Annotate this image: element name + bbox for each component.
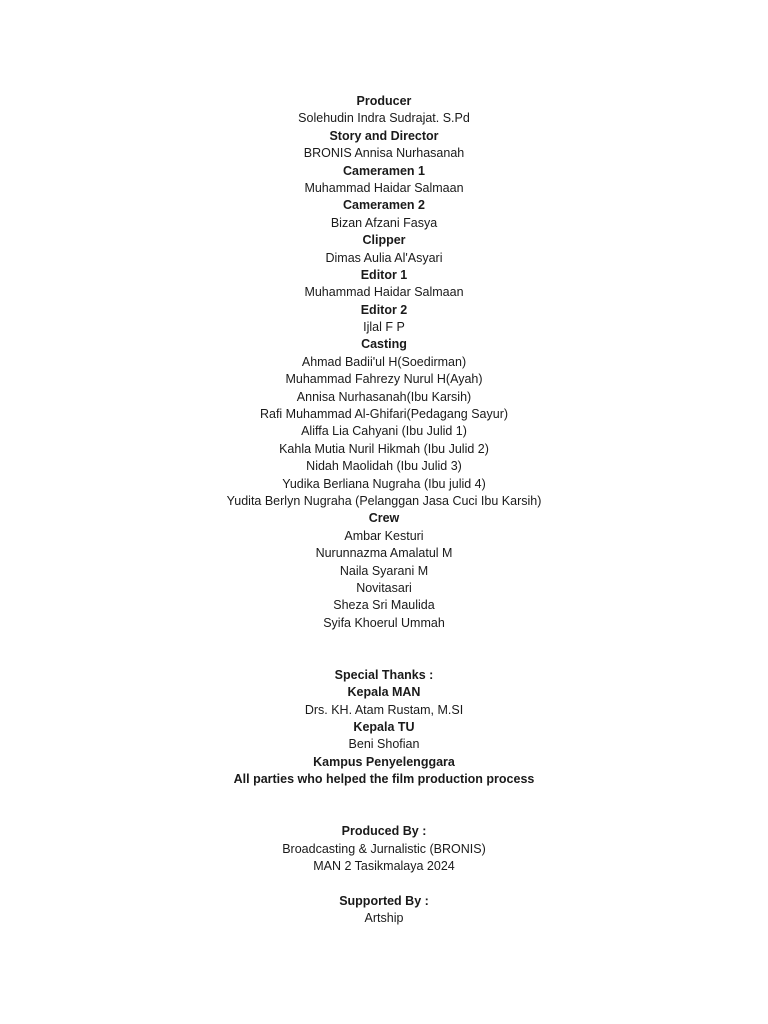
kepala-tu-name: Beni Shofian: [348, 737, 420, 752]
clipper-name: Dimas Aulia Al'Asyari: [325, 250, 443, 265]
kepala-man-name: Drs. KH. Atam Rustam, M.SI: [304, 702, 464, 717]
crew-item: Ambar Kesturi: [344, 528, 424, 543]
editor-1-heading: Editor 1: [360, 267, 408, 282]
credits-page: [0, 93, 768, 928]
casting-heading: Casting: [361, 337, 407, 352]
casting-item: Kahla Mutia Nuril Hikmah (Ibu Julid 2): [279, 441, 489, 456]
editor-2-heading: Editor 2: [360, 302, 408, 317]
crew-item: Nurunnazma Amalatul M: [315, 546, 453, 561]
editor-2-name: Ijlal F P: [363, 320, 405, 335]
casting-item: Yudika Berliana Nugraha (Ibu julid 4): [282, 476, 486, 491]
kepala-man-heading: Kepala MAN: [347, 685, 421, 700]
kampus-heading: Kampus Penyelenggara: [313, 754, 455, 769]
produced-by-heading: Produced By :: [341, 824, 427, 839]
producer-heading: Producer: [356, 94, 412, 108]
supported-by-heading: Supported By :: [339, 894, 429, 908]
cameramen-2-name: Bizan Afzani Fasya: [330, 215, 438, 230]
casting-item: Yudita Berlyn Nugraha (Pelanggan Jasa Cuci Ibu Karsih): [226, 493, 542, 508]
produced-by-line-1: Broadcasting & Jurnalistic (BRONIS): [282, 841, 486, 856]
cameramen-1-name: Muhammad Haidar Salmaan: [304, 180, 464, 195]
casting-item: Nidah Maolidah (Ibu Julid 3): [306, 459, 462, 474]
supported-by-name: Artship: [364, 911, 404, 926]
producer-name: Solehudin Indra Sudrajat. S.Pd: [298, 111, 470, 126]
cameramen-2-heading: Cameramen 2: [343, 198, 425, 213]
spacer: [0, 789, 768, 824]
crew-item: Sheza Sri Maulida: [333, 598, 435, 613]
crew-item: Naila Syarani M: [339, 563, 429, 578]
kepala-tu-heading: Kepala TU: [353, 720, 415, 735]
crew-heading: Crew: [368, 511, 400, 526]
casting-item: Rafi Muhammad Al-Ghifari(Pedagang Sayur): [259, 407, 509, 422]
produced-by-line-2: MAN 2 Tasikmalaya 2024: [313, 859, 455, 874]
spacer: [0, 632, 768, 667]
all-parties-line: All parties who helped the film production process: [233, 772, 535, 787]
editor-1-name: Muhammad Haidar Salmaan: [304, 285, 464, 300]
cameramen-1-heading: Cameramen 1: [343, 163, 425, 178]
casting-item: Aliffa Lia Cahyani (Ibu Julid 1): [301, 424, 467, 439]
story-director-name: BRONIS Annisa Nurhasanah: [303, 146, 465, 161]
casting-item: Muhammad Fahrezy Nurul H(Ayah): [285, 372, 483, 387]
casting-item: Ahmad Badii'ul H(Soedirman): [301, 354, 467, 369]
special-thanks-heading: Special Thanks :: [334, 667, 434, 682]
story-director-heading: Story and Director: [329, 128, 439, 143]
clipper-heading: Clipper: [362, 233, 406, 248]
spacer: [0, 876, 768, 893]
crew-item: Syifa Khoerul Ummah: [323, 615, 445, 630]
casting-item: Annisa Nurhasanah(Ibu Karsih): [296, 389, 472, 404]
crew-item: Novitasari: [356, 580, 412, 595]
